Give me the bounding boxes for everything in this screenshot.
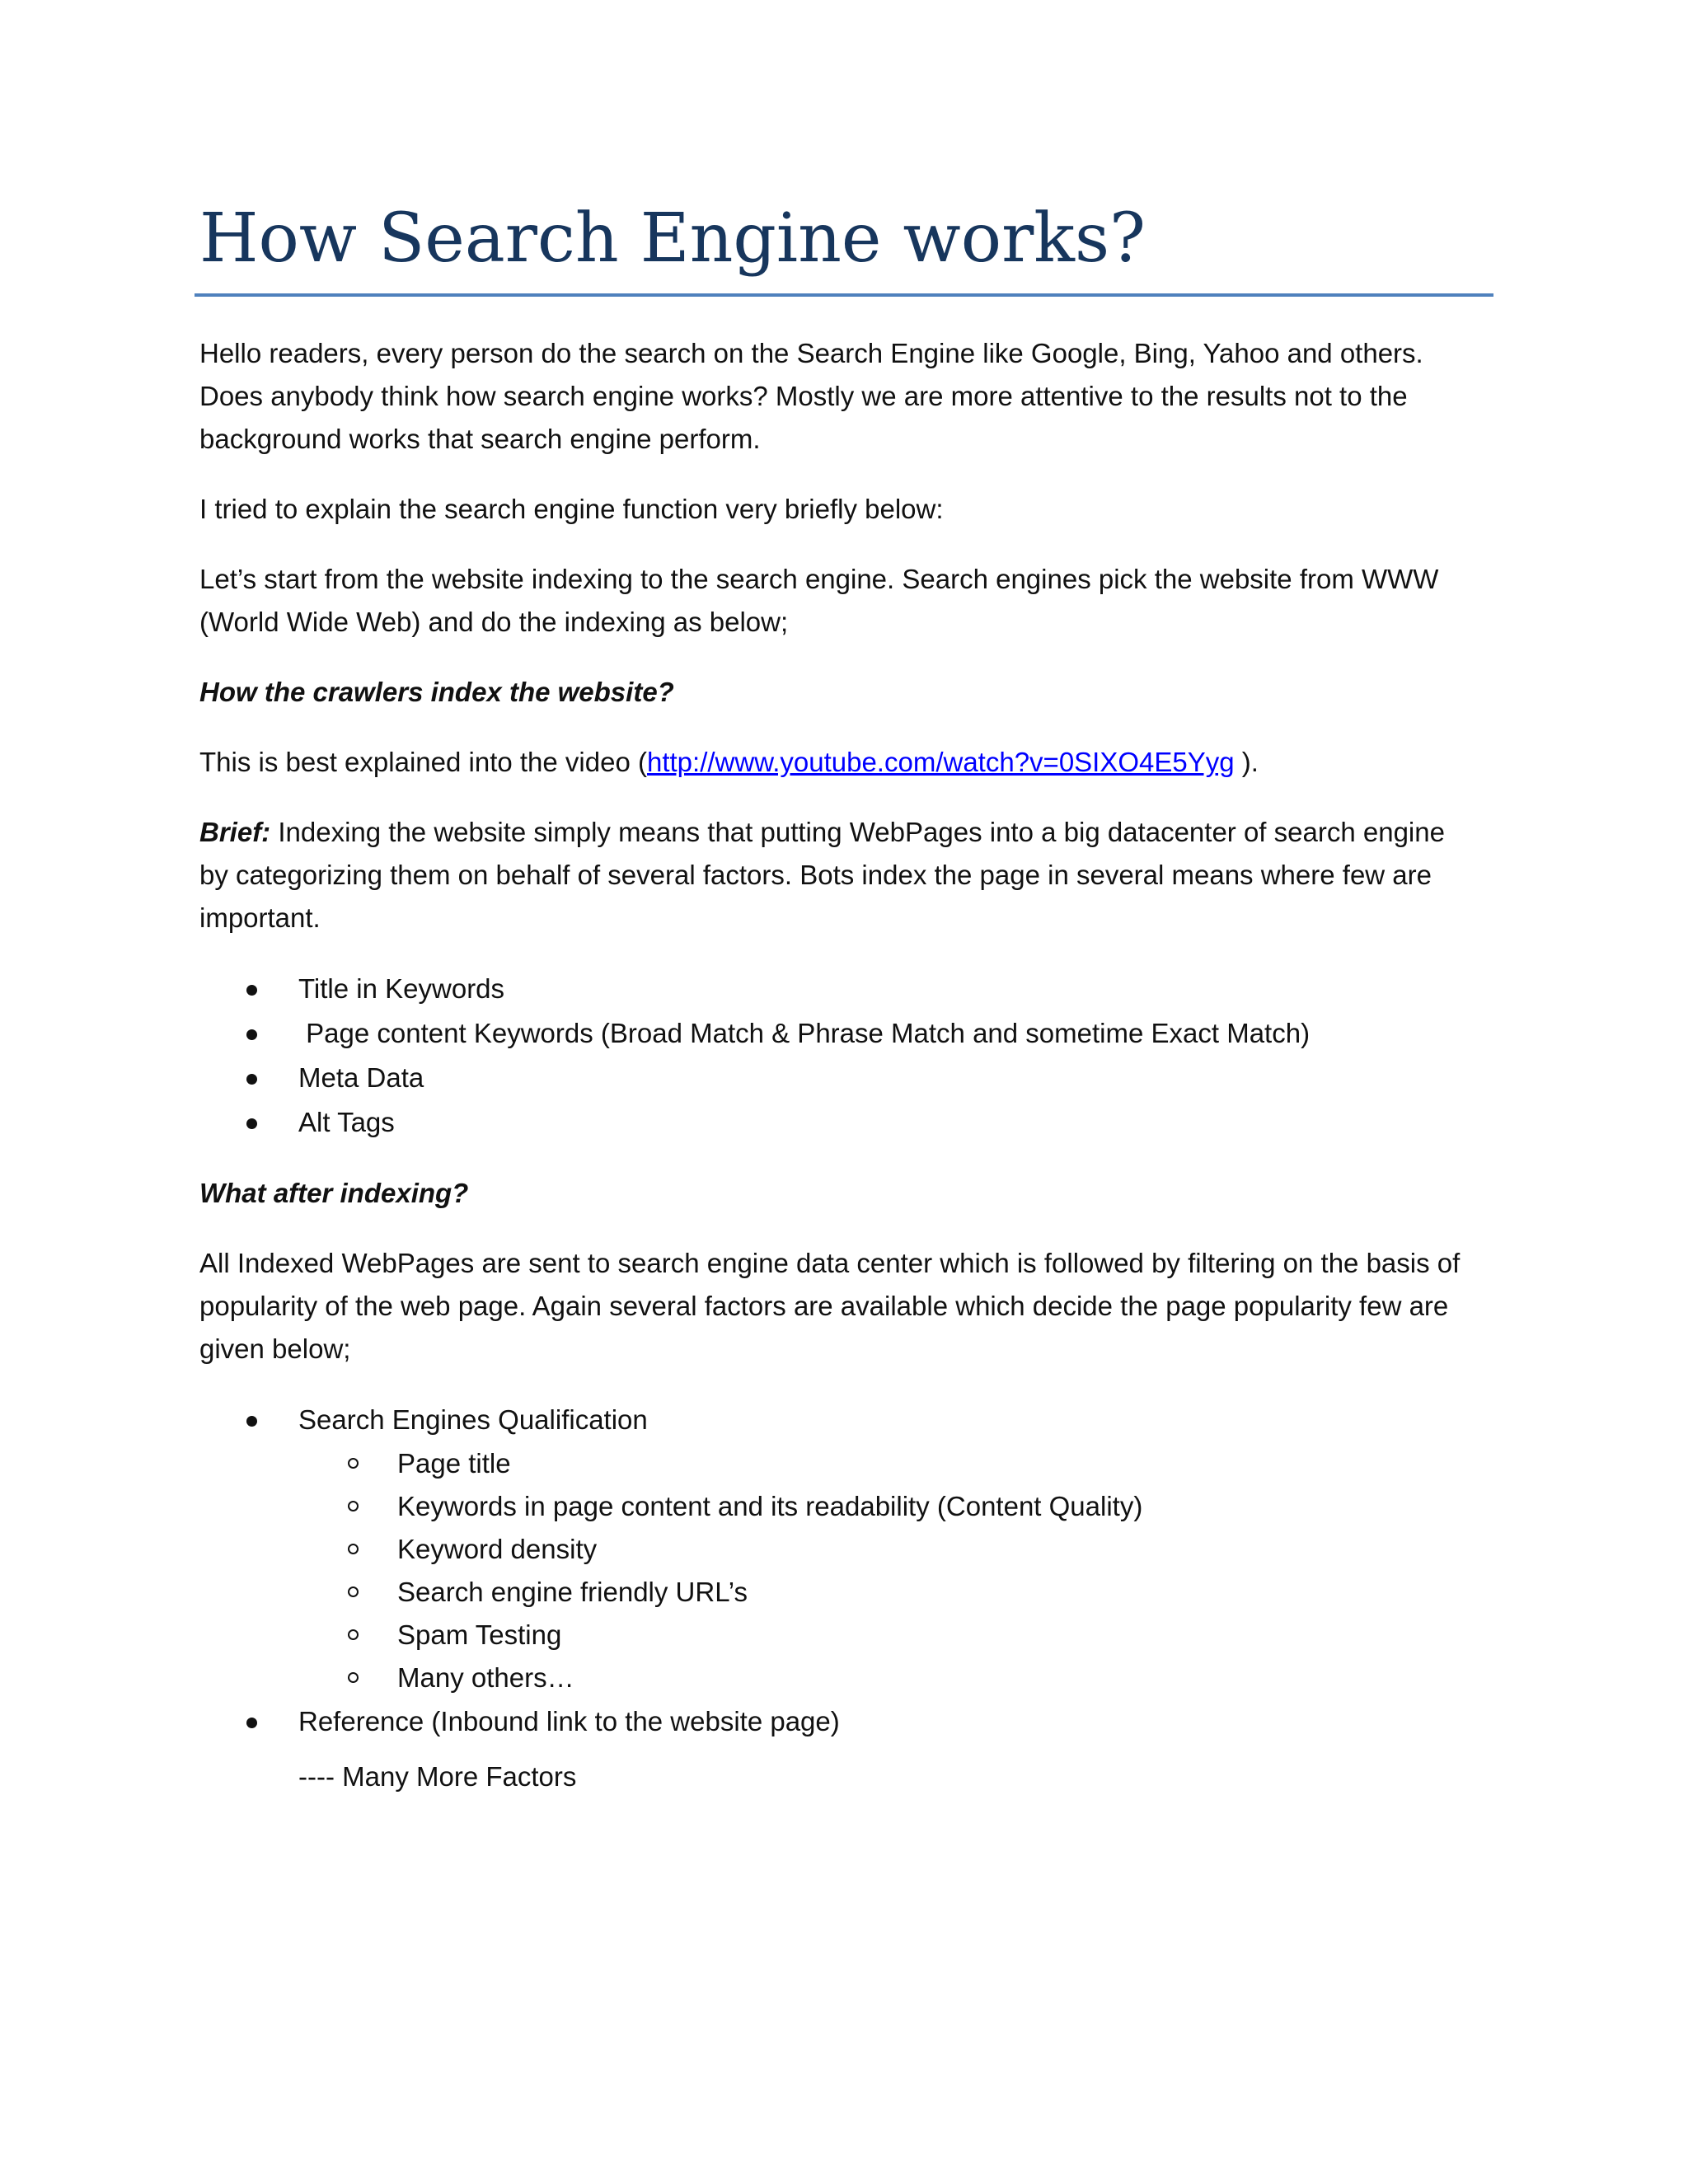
sub-list-item-label: Spam Testing [397, 1619, 562, 1650]
bullet-icon [246, 1416, 257, 1427]
circle-bullet-icon [348, 1544, 359, 1554]
brief-line-2: by categorizing them on behalf of several factors. Bots index the page in several means where few are [199, 860, 1432, 890]
brief-label: Brief: [199, 817, 271, 847]
data-center-line-3: given below; [199, 1333, 351, 1364]
sub-list-item-label: Page title [397, 1448, 511, 1479]
index-factors-list [199, 967, 1493, 1145]
sub-list-item [298, 1571, 1493, 1614]
indexing-line-2: (World Wide Web) and do the indexing as below; [199, 607, 789, 637]
sub-list-item-label: Search engine friendly URL’s [397, 1577, 748, 1607]
bullet-icon [246, 985, 257, 996]
sub-list-item-label: Keyword density [397, 1534, 598, 1564]
list-item [199, 1398, 1493, 1699]
sub-list-item [298, 1528, 1493, 1571]
crawlers-heading: How the crawlers index the website? [199, 677, 674, 707]
document-page [199, 198, 1493, 1792]
explain-paragraph: I tried to explain the search engine function very briefly below: [199, 494, 944, 524]
list-item-label: Meta Data [298, 1062, 424, 1093]
video-prefix: This is best explained into the video ( [199, 747, 647, 777]
data-center-line-1: All Indexed WebPages are sent to search engine data center which is followed by filtering on the basis of [199, 1248, 1461, 1278]
circle-bullet-icon [348, 1672, 359, 1683]
qualification-sublist [298, 1442, 1493, 1699]
brief-line-3: important. [199, 902, 321, 933]
sub-list-item-label: Keywords in page content and its readability (Content Quality) [397, 1491, 1143, 1521]
indexing-paragraph [199, 558, 1493, 644]
list-item-label: Alt Tags [298, 1107, 395, 1137]
intro-line-2: Does anybody think how search engine works? Mostly we are more attentive to the results not to the [199, 381, 1408, 411]
bullet-icon [246, 1718, 257, 1728]
list-item-label: Search Engines Qualification [298, 1404, 648, 1435]
sub-list-item [298, 1442, 1493, 1485]
video-suffix: ). [1234, 747, 1259, 777]
sub-list-item [298, 1614, 1493, 1657]
sub-list-item [298, 1657, 1493, 1699]
data-center-line-2: popularity of the web page. Again several factors are available which decide the page popularity few are [199, 1291, 1449, 1321]
circle-bullet-icon [348, 1586, 359, 1597]
sub-list-item-label: Many others… [397, 1662, 574, 1693]
bullet-icon [246, 1029, 257, 1040]
list-item [199, 1699, 1493, 1744]
circle-bullet-icon [348, 1629, 359, 1640]
list-item [199, 1011, 1493, 1056]
list-item [199, 1056, 1493, 1100]
list-item-label: Reference (Inbound link to the website page) [298, 1706, 840, 1736]
document-body [199, 332, 1493, 1825]
closing-line: ---- Many More Factors [298, 1761, 577, 1792]
bullet-icon [246, 1074, 257, 1085]
list-item [199, 1100, 1493, 1145]
page-title: How Search Engine works? [199, 199, 1146, 278]
list-item-label: Page content Keywords (Broad Match & Phrase Match and sometime Exact Match) [298, 1018, 1311, 1048]
youtube-link[interactable]: http://www.youtube.com/watch?v=0SIXO4E5Yyg [646, 747, 1235, 777]
indexing-line-1: Let’s start from the website indexing to the search engine. Search engines pick the website from WWW [199, 564, 1439, 594]
list-item [199, 967, 1493, 1011]
brief-paragraph [199, 811, 1493, 940]
after-indexing-heading: What after indexing? [199, 1178, 469, 1208]
list-item-label: Title in Keywords [298, 973, 505, 1004]
intro-line-1: Hello readers, every person do the search on the Search Engine like Google, Bing, Yahoo and others. [199, 338, 1423, 368]
popularity-factors-list [199, 1398, 1493, 1744]
sub-list-item [298, 1485, 1493, 1528]
title-underline-rule [195, 293, 1493, 297]
bullet-icon [246, 1118, 257, 1129]
data-center-paragraph [199, 1242, 1493, 1371]
intro-paragraph [199, 332, 1493, 461]
circle-bullet-icon [348, 1458, 359, 1469]
intro-line-3: background works that search engine perform. [199, 424, 761, 454]
video-paragraph [199, 741, 1493, 784]
brief-line-1: Indexing the website simply means that putting WebPages into a big datacenter of search engine [270, 817, 1445, 847]
circle-bullet-icon [348, 1501, 359, 1511]
